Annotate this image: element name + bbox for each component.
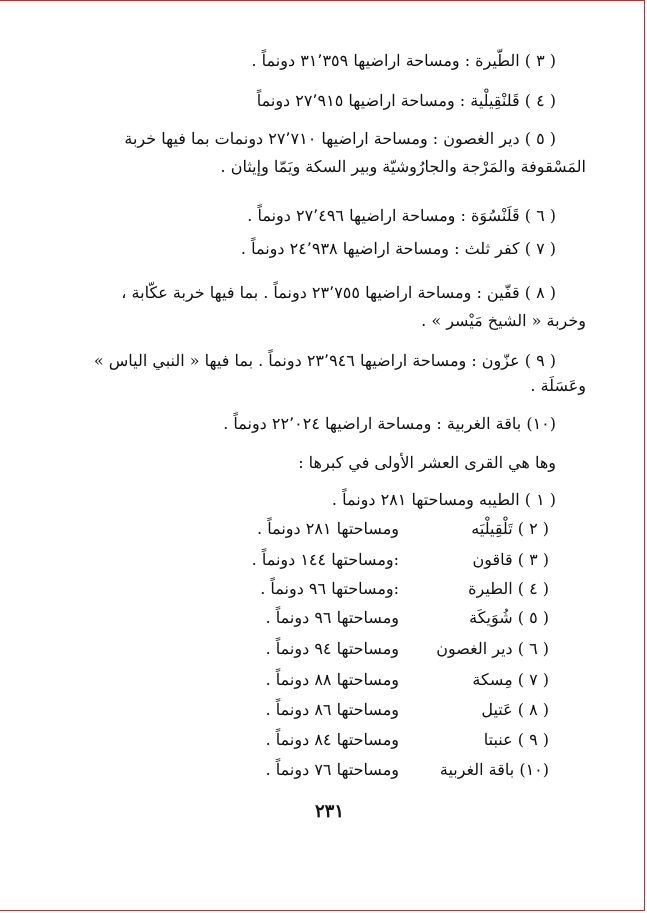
village-name: ( ٤ ) الطيرة <box>468 579 549 598</box>
village-area: ومساحتها ٨٤ دونماً . <box>265 730 399 749</box>
list-item: ( ٩ ) عزّون : ومساحة اراضيها ٢٣٬٩٤٦ دونماً . بما فيها « النبي الياس » <box>93 351 556 370</box>
list-item-continuation: المَسْقوفة والمَرْجة والجارُوشيّة وبير السكة ويَمّا وإيثان . <box>220 157 586 176</box>
village-area: ومساحتها ٧٦ دونماً . <box>265 760 399 779</box>
list-item: ( ٤ ) قَلنْقِيلْية : ومساحة اراضيها ٢٧٬٩١٥ دونماً <box>256 91 556 110</box>
list-item-continuation: وخربة « الشيخ مَيْسر » . <box>421 311 586 330</box>
village-area: :ومساحتها ٩٦ دونماً . <box>260 579 399 598</box>
village-name: ( ٣ ) قاقون <box>472 550 549 569</box>
ranking-item: ( ١ ) الطيبه ومساحتها ٢٨١ دونماً . <box>331 490 556 509</box>
list-item: ( ٣ ) الطّيرة : ومساحة اراضيها ٣١٬٣٥٩ دونماً . <box>251 51 556 70</box>
list-item-continuation: وعَسَلَة . <box>530 376 586 395</box>
village-area: :ومساحتها ١٤٤ دونماً . <box>251 550 399 569</box>
section-intro: وها هي القرى العشر الأولى في كبرها : <box>298 453 556 472</box>
list-item: ( ٦ ) قَلَنْسُوَة : ومساحة اراضيها ٢٧٬٤٩٦ دونماً . <box>247 206 556 225</box>
village-area: ومساحتها ٢٨١ دونماً . <box>257 519 399 538</box>
village-name: ( ٥ ) شُوَيكَة <box>469 608 549 627</box>
village-area: ومساحتها ٩٦ دونماً . <box>265 608 399 627</box>
village-area: ومساحتها ٩٤ دونماً . <box>265 639 399 658</box>
village-name: ( ٢ ) تَلْقِيلْيَه <box>471 519 549 538</box>
list-item: ( ٧ ) كفر ثلث : ومساحة اراضيها ٢٤٬٩٣٨ دونماً . <box>240 239 556 258</box>
village-area: ومساحتها ٨٨ دونماً . <box>265 670 399 689</box>
village-area: ومساحتها ٨٦ دونماً . <box>265 700 399 719</box>
list-item: ( ٥ ) دير الغصون : ومساحة اراضيها ٢٧٬٧١٠ دونمات بما فيها خربة <box>124 129 556 148</box>
village-name: ( ٨ ) عَتيل <box>481 700 549 719</box>
page-number: ٢٣١ <box>314 801 344 822</box>
village-name: (١٠) باقة الغربية <box>439 760 549 779</box>
village-name: ( ٦ ) دير الغصون <box>436 639 549 658</box>
village-name: ( ٧ ) مِسكة <box>472 670 549 689</box>
list-item: ( ٨ ) قفّين : ومساحة اراضيها ٢٣٬٧٥٥ دونماً . بما فيها خربة عكّابة ، <box>121 283 556 302</box>
list-item: (١٠) باقة الغربية : ومساحة اراضيها ٢٢٬٠٢٤ دونماً . <box>223 414 556 433</box>
village-name: ( ٩ ) عنبتا <box>483 730 549 749</box>
